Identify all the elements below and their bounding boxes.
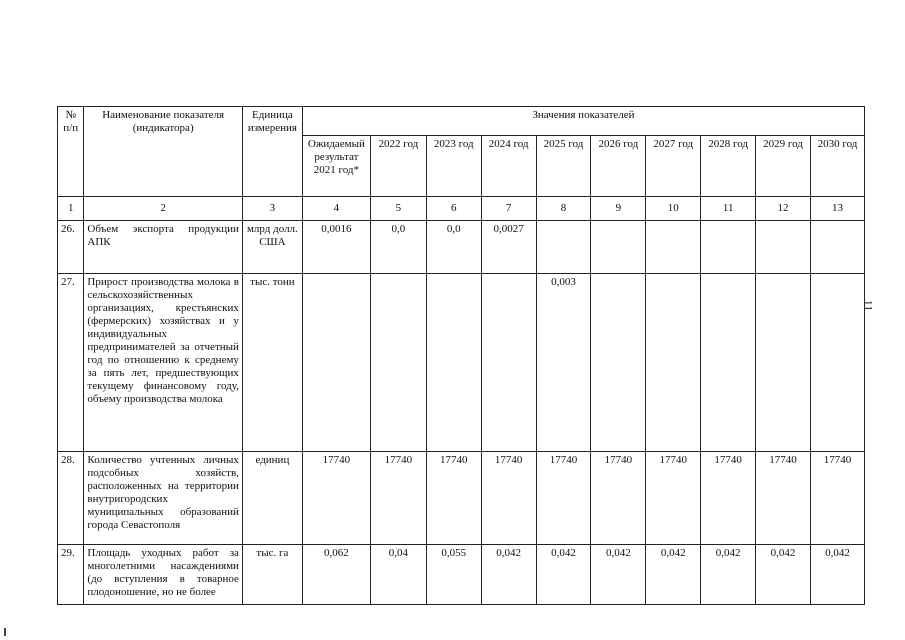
value-cell: 0,0 bbox=[426, 221, 481, 274]
value-cell: 0,055 bbox=[426, 545, 481, 605]
header-year: 2025 год bbox=[536, 136, 591, 197]
value-cell bbox=[302, 274, 370, 452]
value-cell: 0,062 bbox=[302, 545, 370, 605]
header-year: 2024 год bbox=[481, 136, 536, 197]
scan-mark bbox=[4, 628, 6, 636]
indicator-name: Количество учтенных личных подсобных хозяйств, расположенных на территории внутригородских муниципальных образований города Севастополя bbox=[84, 452, 243, 545]
header-year: 2027 год bbox=[646, 136, 701, 197]
indicator-name: Площадь уходных работ за многолетними насаждениями (до вступления в товарное плодоношение, но не более bbox=[84, 545, 243, 605]
indicator-unit: тыс. га bbox=[242, 545, 302, 605]
indicator-name: Прирост производства молока в сельскохозяйственных организациях, крестьянских (фермерских) хозяйствах и у индивидуальных предпринимателей за отчетный год по отношению к среднему за пять лет, предшествующих текущему финансовому году, объему производства молока bbox=[84, 274, 243, 452]
column-number: 1 bbox=[58, 197, 84, 221]
indicators-table bbox=[57, 106, 865, 605]
column-number: 2 bbox=[84, 197, 243, 221]
column-number: 12 bbox=[756, 197, 811, 221]
column-number: 4 bbox=[302, 197, 370, 221]
value-cell: 17740 bbox=[426, 452, 481, 545]
row-number: 28. bbox=[58, 452, 84, 545]
column-number: 10 bbox=[646, 197, 701, 221]
value-cell: 0,042 bbox=[810, 545, 864, 605]
value-cell: 0,042 bbox=[756, 545, 811, 605]
value-cell: 17740 bbox=[646, 452, 701, 545]
value-cell: 0,0027 bbox=[481, 221, 536, 274]
value-cell: 0,042 bbox=[536, 545, 591, 605]
header-year: 2026 год bbox=[591, 136, 646, 197]
indicator-unit: тыс. тонн bbox=[242, 274, 302, 452]
value-cell bbox=[810, 274, 864, 452]
header-no: № п/п bbox=[58, 107, 84, 197]
value-cell: 17740 bbox=[536, 452, 591, 545]
column-number: 9 bbox=[591, 197, 646, 221]
value-cell bbox=[701, 274, 756, 452]
header-year: 2028 год bbox=[701, 136, 756, 197]
column-number: 5 bbox=[370, 197, 426, 221]
value-cell: 0,042 bbox=[701, 545, 756, 605]
value-cell bbox=[810, 221, 864, 274]
table-row bbox=[58, 452, 865, 545]
value-cell bbox=[426, 274, 481, 452]
table-row bbox=[58, 274, 865, 452]
value-cell bbox=[481, 274, 536, 452]
value-cell: 17740 bbox=[302, 452, 370, 545]
indicator-unit: единиц bbox=[242, 452, 302, 545]
value-cell bbox=[756, 274, 811, 452]
header-year: 2023 год bbox=[426, 136, 481, 197]
table-row bbox=[58, 221, 865, 274]
table-row bbox=[58, 545, 865, 605]
column-number: 13 bbox=[810, 197, 864, 221]
value-cell: 17740 bbox=[591, 452, 646, 545]
value-cell: 0,0 bbox=[370, 221, 426, 274]
column-number: 11 bbox=[701, 197, 756, 221]
value-cell bbox=[591, 274, 646, 452]
header-values-group: Значения показателей bbox=[302, 107, 864, 136]
value-cell: 17740 bbox=[481, 452, 536, 545]
header-name: Наименование показателя (индикатора) bbox=[84, 107, 243, 197]
value-cell: 0,003 bbox=[536, 274, 591, 452]
column-number: 6 bbox=[426, 197, 481, 221]
value-cell: 0,0016 bbox=[302, 221, 370, 274]
row-number: 27. bbox=[58, 274, 84, 452]
header-unit: Единица измерения bbox=[242, 107, 302, 197]
value-cell: 0,042 bbox=[481, 545, 536, 605]
value-cell bbox=[756, 221, 811, 274]
value-cell: 17740 bbox=[701, 452, 756, 545]
value-cell: 17740 bbox=[370, 452, 426, 545]
value-cell bbox=[701, 221, 756, 274]
indicator-unit: млрд долл. США bbox=[242, 221, 302, 274]
value-cell bbox=[646, 221, 701, 274]
value-cell: 0,042 bbox=[591, 545, 646, 605]
header-year: Ожидаемый результат 2021 год* bbox=[302, 136, 370, 197]
row-number: 26. bbox=[58, 221, 84, 274]
column-number: 3 bbox=[242, 197, 302, 221]
value-cell bbox=[370, 274, 426, 452]
value-cell: 17740 bbox=[810, 452, 864, 545]
column-number: 8 bbox=[536, 197, 591, 221]
value-cell: 0,042 bbox=[646, 545, 701, 605]
header-year: 2030 год bbox=[810, 136, 864, 197]
row-number: 29. bbox=[58, 545, 84, 605]
value-cell bbox=[536, 221, 591, 274]
value-cell bbox=[646, 274, 701, 452]
value-cell: 0,04 bbox=[370, 545, 426, 605]
indicator-name: Объем экспорта продукции АПК bbox=[84, 221, 243, 274]
header-year: 2029 год bbox=[756, 136, 811, 197]
page-number: 11 bbox=[861, 299, 876, 312]
value-cell: 17740 bbox=[756, 452, 811, 545]
value-cell bbox=[591, 221, 646, 274]
header-year: 2022 год bbox=[370, 136, 426, 197]
column-number: 7 bbox=[481, 197, 536, 221]
